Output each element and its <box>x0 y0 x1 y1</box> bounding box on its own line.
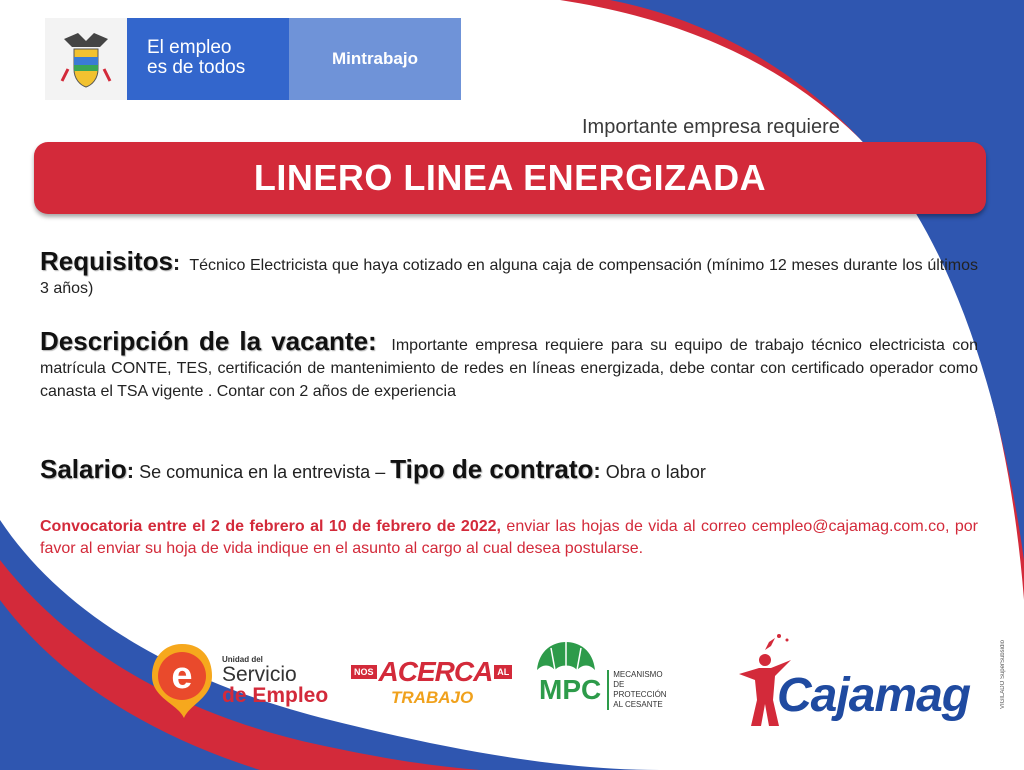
trabajo-word: TRABAJO <box>391 688 474 707</box>
contract-label: Tipo de contrato <box>390 454 594 484</box>
salary-colon: : <box>126 458 135 483</box>
application-call-paragraph <box>40 516 978 560</box>
title-banner <box>34 142 986 214</box>
government-slogan <box>127 18 289 100</box>
servicio-empleo-letter: e <box>171 655 193 697</box>
government-logo-block <box>45 18 461 100</box>
cajamag-wordmark: Cajamag <box>777 669 971 722</box>
mpc-line3: AL CESANTE <box>613 700 663 709</box>
mpc-line1: MECANISMO DE <box>613 670 663 689</box>
requirements-text: Técnico Electricista que haya cotizado en alguna caja de compensación (mínimo 12 meses durante los últimos 3 años) <box>40 257 978 297</box>
colombia-coat-of-arms-icon <box>45 18 127 100</box>
servicio-empleo-line2: de Empleo <box>222 684 329 707</box>
call-instructions: enviar las hojas de vida al correo cempleo@cajamag.com.co, por favor al enviar su hoja de vida indique en el asunto al cargo al cual desea postularse. <box>40 518 979 557</box>
servicio-empleo-small-text: Unidad del <box>222 655 263 664</box>
ministry-name: Mintrabajo <box>289 18 461 100</box>
servicio-de-empleo-logo <box>150 642 328 720</box>
job-title: LINERO LINEA ENERGIZADA <box>253 157 767 198</box>
al-tag: AL <box>494 665 512 679</box>
mpc-line2: PROTECCIÓN <box>613 690 667 699</box>
cajamag-logo <box>735 630 1015 730</box>
slogan-line-2: es de todos <box>147 57 246 78</box>
nos-main-word: ACERCA <box>378 656 493 687</box>
nos-acerca-al-trabajo-logo <box>351 656 511 708</box>
intro-text: Importante empresa requiere <box>582 116 840 138</box>
servicio-empleo-line1: Servicio <box>222 663 297 686</box>
requirements-label: Requisitos <box>40 246 173 276</box>
vigilado-supersubsidio-text: VIGILADO SuperSubsidio <box>1000 640 1006 710</box>
slogan-line-1: El empleo <box>147 37 232 58</box>
requirements-paragraph <box>40 246 978 300</box>
salary-text: Se comunica en la entrevista – <box>139 462 386 482</box>
description-paragraph <box>40 326 979 403</box>
contract-text: Obra o labor <box>605 462 706 482</box>
mpc-logo <box>535 640 667 709</box>
servicio-de-empleo-icon <box>150 642 214 720</box>
salary-contract-paragraph <box>40 454 978 484</box>
contract-colon: : <box>593 458 601 483</box>
nos-tag: NOS <box>351 665 377 679</box>
mpc-acronym: MPC <box>539 674 602 705</box>
salary-label: Salario <box>40 454 127 484</box>
requirements-colon: : <box>172 250 181 275</box>
description-label: Descripción de la vacante: <box>40 326 377 356</box>
description-text: Importante empresa requiere para su equipo de trabajo técnico electricista con matrícula CONTE, TES, certificación de mantenimiento de redes en líneas energizada, debe contar con certificado operador como canasta el TSA vigente . Contar con 2 años de experiencia <box>40 337 979 400</box>
call-dates: Convocatoria entre el 2 de febrero al 10 de febrero de 2022, <box>40 518 501 535</box>
